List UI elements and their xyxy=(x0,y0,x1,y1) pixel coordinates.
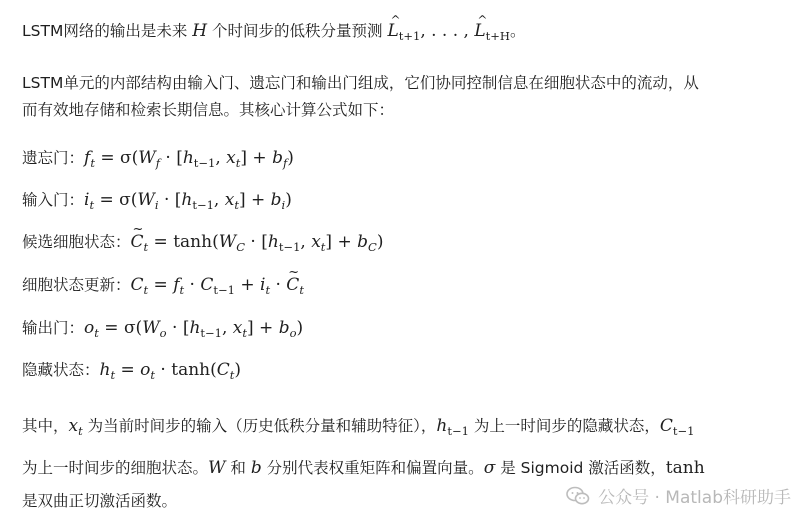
operator: , xyxy=(300,232,312,252)
L-hat: ^ L xyxy=(387,20,398,42)
subscript: o xyxy=(159,326,167,340)
subscript: t xyxy=(234,198,239,212)
symbol: h xyxy=(99,360,111,380)
symbol: x xyxy=(232,318,243,338)
watermark xyxy=(566,483,791,508)
symbol: h xyxy=(436,416,448,436)
text: 分别代表权重矩阵和偏置向量。 xyxy=(261,459,484,477)
symbol: ~ C xyxy=(131,231,144,253)
formula-label: 细胞状态更新： xyxy=(22,276,131,294)
symbol: b xyxy=(270,190,282,210)
paragraph-structure-line2: 而有效地存储和检索长期信息。其核心计算公式如下： xyxy=(22,101,395,119)
ellipsis: , . . . , xyxy=(420,21,475,41)
subscript: t−1 xyxy=(447,424,469,438)
formula-candidate-cell xyxy=(22,231,383,258)
paragraph-explain-line1 xyxy=(22,415,694,442)
symbol: x xyxy=(226,148,236,168)
subscript: i xyxy=(281,198,286,212)
wechat-icon xyxy=(566,486,590,506)
symbol: C xyxy=(659,416,673,436)
operator: = σ( xyxy=(94,190,138,210)
subscript: t xyxy=(320,240,326,254)
text: 是 Sigmoid 激活函数， xyxy=(495,459,666,477)
operator: , xyxy=(215,148,227,168)
symbol: W xyxy=(142,318,160,338)
operator: = tanh( xyxy=(148,232,219,252)
operator: · [ xyxy=(158,190,182,210)
symbol: h xyxy=(182,148,194,168)
paragraph-explain-line2 xyxy=(22,457,705,479)
subscript: f xyxy=(155,156,160,170)
subscript: t xyxy=(242,326,248,340)
subscript: t xyxy=(299,283,304,297)
symbol: x xyxy=(224,190,235,210)
symbol: b xyxy=(250,458,262,478)
subscript: t xyxy=(94,326,99,340)
text: LSTM网络的输出是未来 xyxy=(22,22,193,40)
L-hat: ^ L xyxy=(474,20,485,42)
formula-label: 遗忘门： xyxy=(22,149,85,167)
var-H: H xyxy=(192,21,208,41)
paragraph-structure-line1: LSTM单元的内部结构由输入门、遗忘门和输出门组成，它们协同控制信息在细胞状态中的流动，从 xyxy=(22,74,699,92)
subscript: t xyxy=(110,368,116,382)
subscript: t−1 xyxy=(193,156,216,170)
operator: = xyxy=(148,275,174,295)
operator: ) xyxy=(234,360,242,380)
subscript: t xyxy=(179,283,185,297)
symbol: o xyxy=(140,360,151,380)
operator: ) xyxy=(285,190,292,210)
operator: · xyxy=(270,275,287,295)
operator: ) xyxy=(376,232,384,252)
symbol: i xyxy=(260,275,266,295)
operator: ) xyxy=(287,148,294,168)
subscript: t xyxy=(89,198,95,212)
subscript: t−1 xyxy=(200,326,222,340)
symbol: b xyxy=(357,232,368,252)
symbol: W xyxy=(138,148,156,168)
operator: · xyxy=(184,275,201,295)
paragraph-output xyxy=(22,20,525,47)
operator: · [ xyxy=(166,318,190,338)
subscript: t xyxy=(78,424,83,438)
text: 其中， xyxy=(22,417,69,435)
formula-output-gate xyxy=(22,317,303,344)
symbol: b xyxy=(278,318,290,338)
subscript: t−1 xyxy=(672,424,695,438)
text: 为上一时间步的细胞状态。 xyxy=(22,459,209,477)
formula-cell-update xyxy=(22,274,304,301)
symbol: x xyxy=(68,416,79,436)
symbol: tanh xyxy=(665,458,705,478)
formula-hidden-state xyxy=(22,359,241,386)
symbol: f xyxy=(84,148,91,168)
symbol: σ xyxy=(483,458,496,478)
operator: + xyxy=(234,275,261,295)
operator: = xyxy=(115,360,141,380)
symbol: h xyxy=(267,232,279,252)
symbol: b xyxy=(272,148,283,168)
operator: = σ( xyxy=(94,148,139,168)
operator: ] + xyxy=(247,318,279,338)
operator: ) xyxy=(296,318,304,338)
operator: · tanh( xyxy=(155,360,217,380)
subscript: i xyxy=(154,198,159,212)
subscript: t xyxy=(235,156,241,170)
text: 为上一时间步的隐藏状态， xyxy=(468,417,660,435)
watermark-text: 公众号 · Matlab科研助手 xyxy=(598,488,791,508)
operator: ] + xyxy=(325,232,358,252)
subscript: t−1 xyxy=(278,240,301,254)
text: 。 xyxy=(509,22,526,40)
text: 和 xyxy=(225,459,251,477)
subscript: C xyxy=(236,240,246,254)
operator: ] + xyxy=(240,148,273,168)
subscript: t xyxy=(143,283,149,297)
subscript: t xyxy=(229,368,235,382)
symbol: W xyxy=(218,232,237,252)
operator: , xyxy=(213,190,225,210)
subscript: t xyxy=(143,240,149,254)
symbol: h xyxy=(189,318,201,338)
subscript: t xyxy=(265,283,271,297)
text: 为当前时间步的输入（历史低秩分量和辅助特征）， xyxy=(82,417,437,435)
paragraph-explain-line3: 是双曲正切激活函数。 xyxy=(22,492,178,510)
symbol: C xyxy=(200,275,214,295)
symbol: W xyxy=(208,458,226,478)
symbol: C xyxy=(216,360,230,380)
subscript: t+H xyxy=(485,29,510,43)
operator: ] + xyxy=(238,190,271,210)
operator: · [ xyxy=(159,148,183,168)
symbol: x xyxy=(311,232,321,252)
text: 个时间步的低秩分量预测 xyxy=(207,22,388,40)
subscript: t xyxy=(150,368,156,382)
subscript: f xyxy=(282,156,288,170)
formula-forget-gate xyxy=(22,147,294,174)
subscript: t−1 xyxy=(213,283,235,297)
subscript: t xyxy=(90,156,95,170)
operator: , xyxy=(221,318,233,338)
subscript: o xyxy=(289,326,297,340)
formula-label: 隐藏状态： xyxy=(22,361,100,379)
formula-input-gate xyxy=(22,189,292,216)
subscript: t−1 xyxy=(192,198,214,212)
symbol: f xyxy=(173,275,180,295)
subscript: t+1 xyxy=(398,29,421,43)
symbol: o xyxy=(84,318,95,338)
operator: · [ xyxy=(245,232,268,252)
symbol: i xyxy=(84,190,90,210)
symbol: W xyxy=(137,190,155,210)
symbol: C xyxy=(130,275,144,295)
formula-label: 候选细胞状态： xyxy=(22,233,131,251)
subscript: C xyxy=(368,240,377,254)
formula-label: 输出门： xyxy=(22,319,85,337)
symbol: ~ C xyxy=(286,274,299,296)
symbol: h xyxy=(181,190,193,210)
operator: = σ( xyxy=(98,318,143,338)
formula-label: 输入门： xyxy=(22,191,85,209)
